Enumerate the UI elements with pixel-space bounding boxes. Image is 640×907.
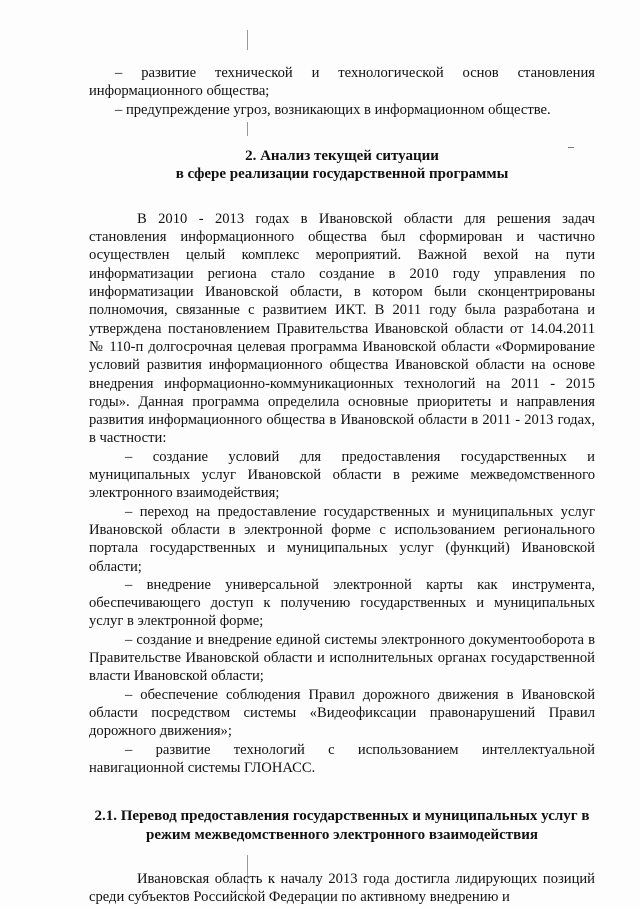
priority-item: – создание и внедрение единой системы электронного документооборота в Правительстве Ивановской области и исполнительных органах государственной власти Ивановской области; [89,631,595,685]
section-title-line-2: в сфере реализации государственной программы [175,166,509,183]
scan-mark-top [247,30,248,50]
list-item: – предупреждение угроз, возникающих в информационном обществе. [115,101,551,118]
subsection-heading [89,807,595,844]
priority-item: – переход на предоставление государственных и муниципальных услуг Ивановской области в электронной форме с использованием регионального портала государственных и муниципальных услуг (функций) Ивановской области; [89,503,595,575]
priority-item: – обеспечение соблюдения Правил дорожного движения в Ивановской области посредством системы «Видеофиксации правонарушений Правил дорожного движения»; [89,686,595,740]
priority-item: – создание условий для предоставления государственных и муниципальных услуг Ивановской области в режиме межведомственного электронного взаимодействия; [89,448,595,502]
list-item: – развитие технической и технологической основ становления информационного общества; [89,65,595,100]
subsection-title-line-2: режим межведомственного электронного взаимодействия [146,826,538,843]
priority-item: – развитие технологий с использованием интеллектуальной навигационной системы ГЛОНАСС. [89,741,595,776]
priority-item: – внедрение универсальной электронной карты как инструмента, обеспечивающего доступ к получению государственных и муниципальных услуг в электронной форме; [89,576,595,630]
section-heading [89,147,595,184]
document-body [89,64,595,907]
final-paragraph: Ивановская область к началу 2013 года достигла лидирующих позиций среди субъектов Российской Федерации по активному внедрению и [89,871,595,906]
section-title-line-1: 2. Анализ текущей ситуации [245,147,439,164]
subsection-title-line-1: 2.1. Перевод предоставления государственных и муниципальных услуг в [94,808,590,825]
intro-paragraph: В 2010 - 2013 годах в Ивановской области для решения задач становления информационного общества был сформирован и частично осуществлен целый комплекс мероприятий. Важной вехой на пути информатизации региона стало создание в 2010 году управления по информатизации Ивановской области, в котором были сконцентрированы полномочия, связанные с развитием ИКТ. В 2011 году была разработана и утверждена постановлением Правительства Ивановской области от 14.04.2011 № 110-п долгосрочная целевая программа Ивановской области «Формирование условий развития информационного общества Ивановской области на основе внедрения информационно-коммуникационных технологий на 2011 - 2015 годы». Данная программа определила основные приоритеты и направления развития информационного общества в Ивановской области в 2011 - 2013 годах, в частности: [89,210,595,447]
